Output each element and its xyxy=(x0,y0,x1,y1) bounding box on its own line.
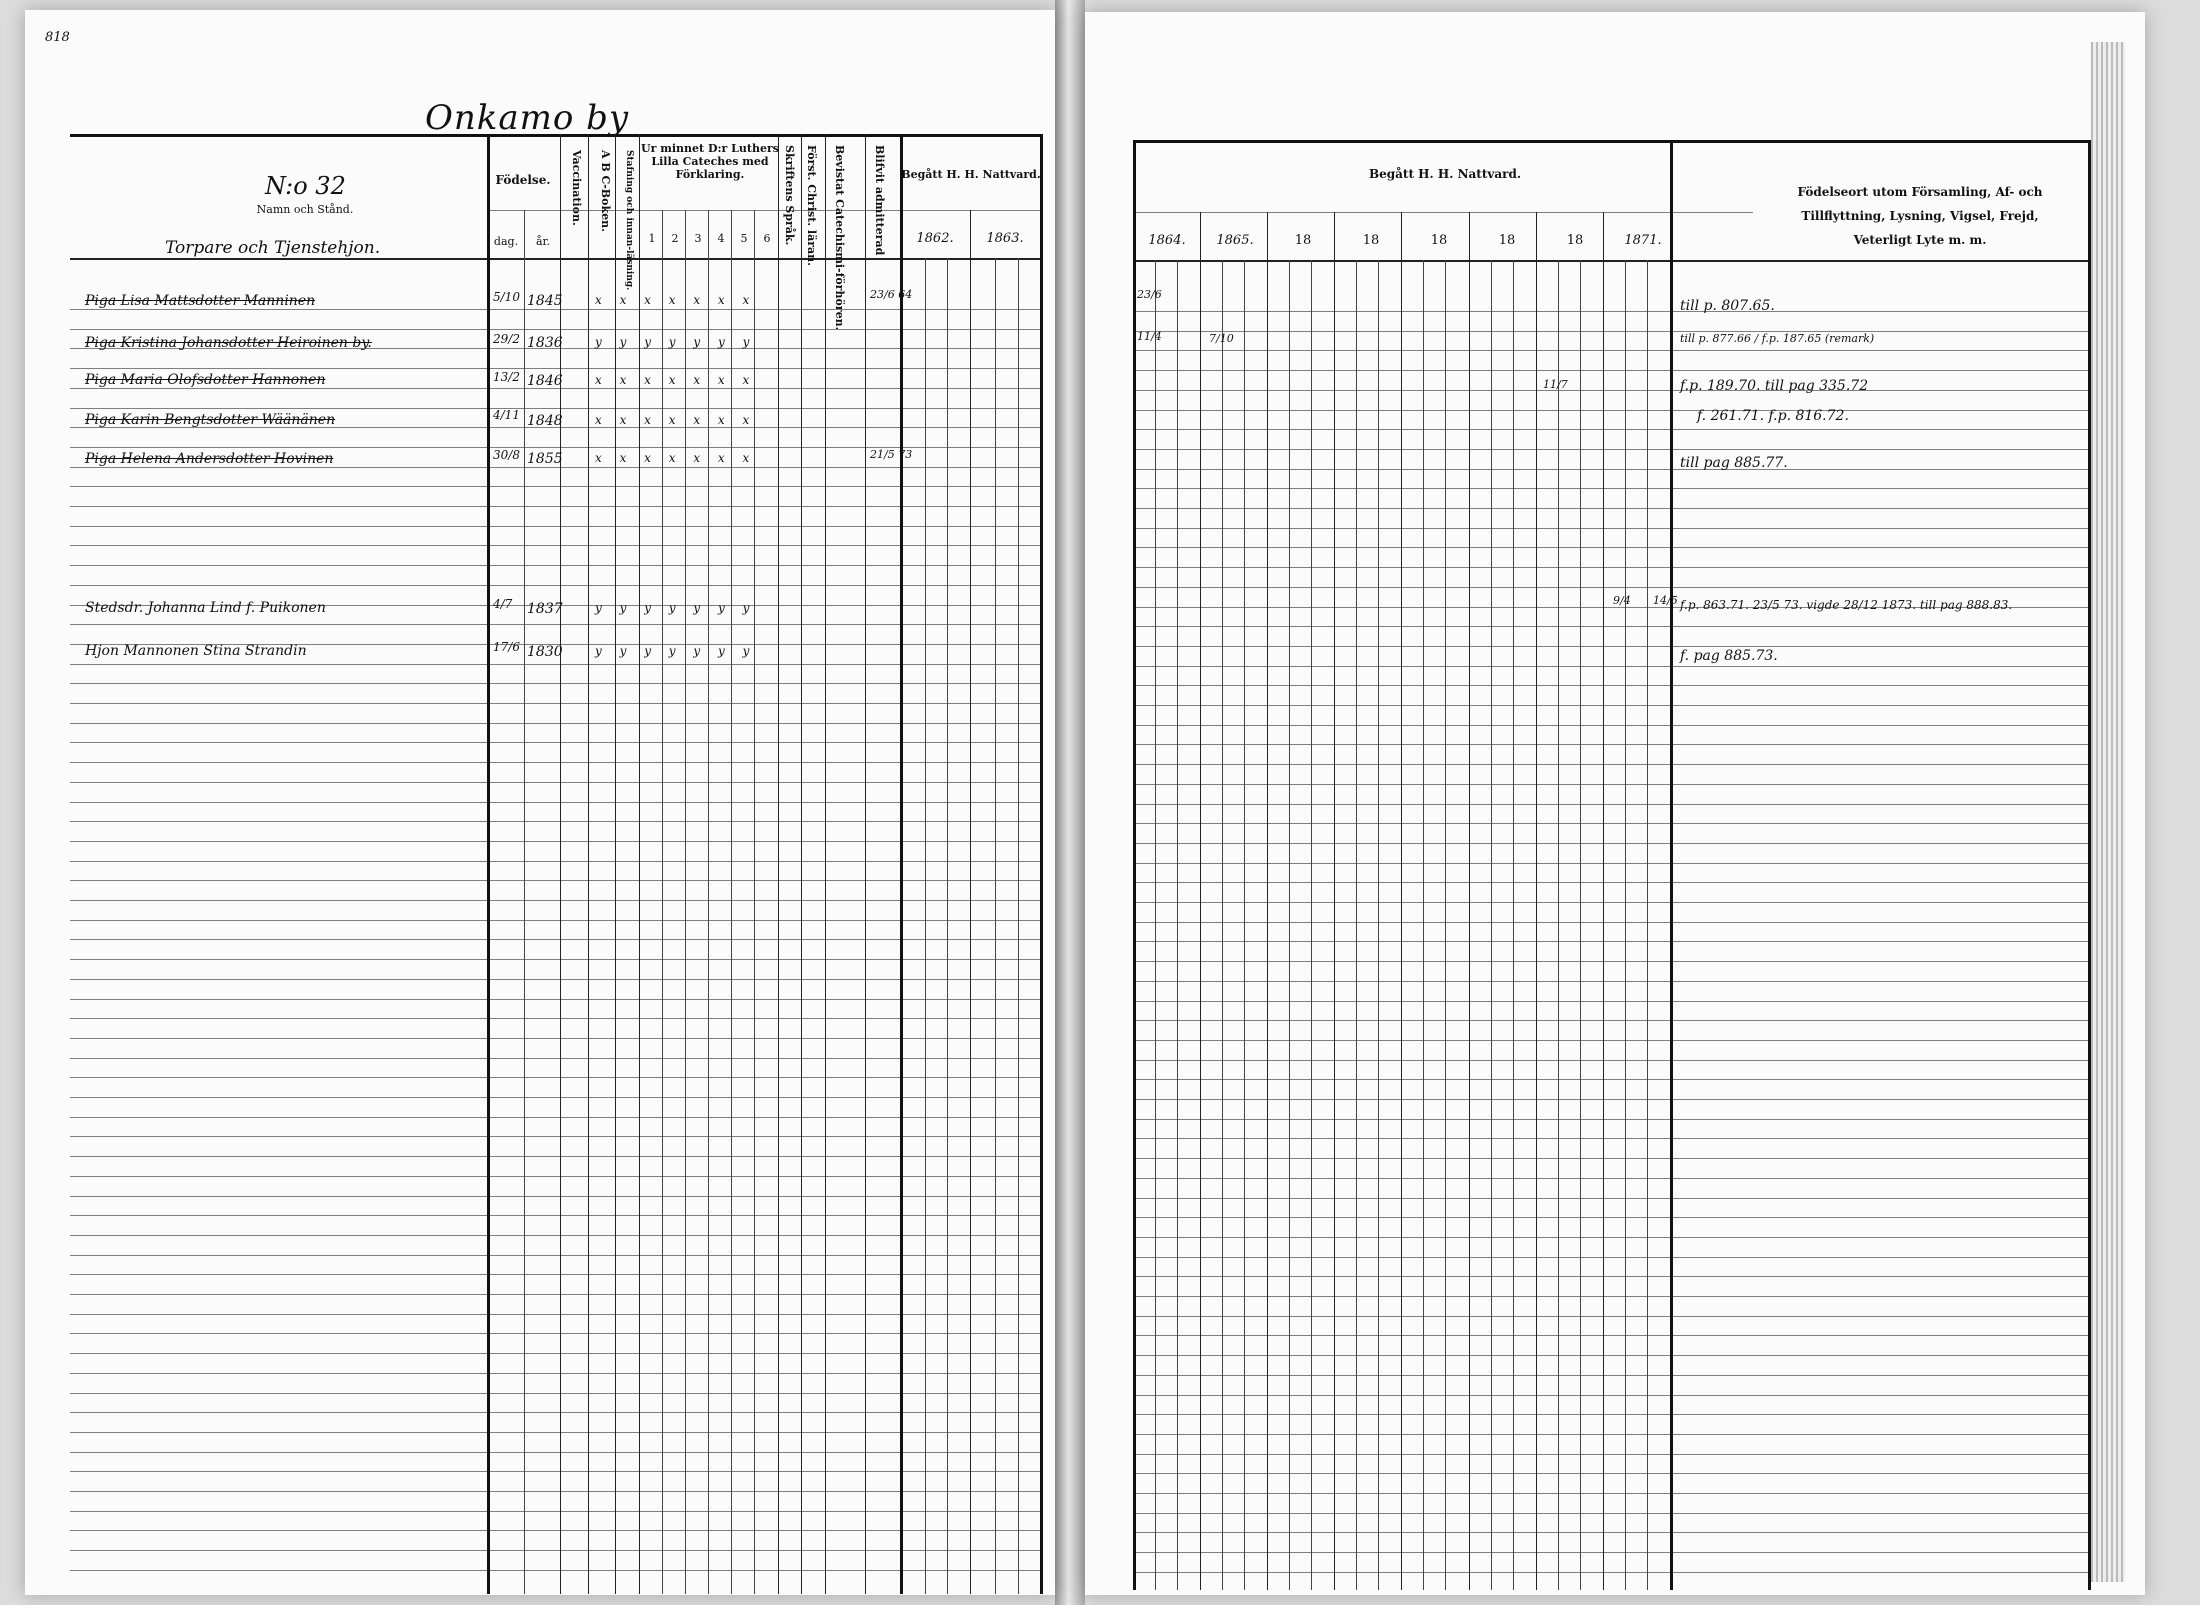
ruled-line xyxy=(1133,410,2088,411)
table-top-rule xyxy=(1133,140,2088,143)
year-col-4: 18 xyxy=(1362,233,1380,248)
row-dag-2: 29/2 xyxy=(493,332,520,346)
ruled-line xyxy=(70,1471,1040,1472)
ruled-line xyxy=(70,1196,1040,1197)
ruled-line xyxy=(1133,1296,2088,1297)
ruled-line xyxy=(1133,311,2088,312)
ruled-line xyxy=(1133,1434,2088,1435)
vrule xyxy=(1334,212,1335,1590)
vrule xyxy=(1378,260,1379,1590)
vrule xyxy=(1133,140,1136,1590)
ruled-line xyxy=(70,900,1040,901)
ruled-line xyxy=(70,1215,1040,1216)
ruled-line xyxy=(1133,666,2088,667)
row-name-6: Stedsdr. Johanna Lind f. Puikonen xyxy=(85,600,326,616)
ruled-line xyxy=(70,1491,1040,1492)
ruled-line xyxy=(1133,1198,2088,1199)
remark-3: f.p. 189.70. till pag 335.72 xyxy=(1680,378,1869,394)
ruled-line xyxy=(1133,508,2088,509)
col-6: 6 xyxy=(763,232,771,245)
right-page xyxy=(1085,12,2145,1595)
ruled-line xyxy=(70,1550,1040,1551)
vrule xyxy=(778,134,779,1594)
header-bottom-rule xyxy=(70,258,1040,260)
ruled-line xyxy=(70,742,1040,743)
ruled-line xyxy=(70,1176,1040,1177)
ruled-line xyxy=(1133,843,2088,844)
begatt-header-left: Begått H. H. Nattvard. xyxy=(901,168,1041,181)
vrule xyxy=(1625,260,1626,1590)
ruled-line xyxy=(70,1393,1040,1394)
ruled-line xyxy=(1133,882,2088,883)
vrule xyxy=(588,134,589,1594)
row-marks-1: x x x x x x x xyxy=(595,293,757,307)
vrule xyxy=(1670,140,1673,1590)
ruled-line xyxy=(70,1097,1040,1098)
vrule xyxy=(1423,260,1424,1590)
vrule xyxy=(1155,260,1156,1590)
year-col-2: 1865. xyxy=(1216,233,1254,248)
ruled-line xyxy=(70,1353,1040,1354)
ruled-line xyxy=(70,1432,1040,1433)
row-marks-2: y y y y y y y xyxy=(595,335,757,349)
vrule xyxy=(1603,212,1604,1590)
vrule xyxy=(995,258,996,1594)
row-marks-4: x x x x x x x xyxy=(595,413,757,427)
ruled-line xyxy=(1133,350,2088,351)
ruled-line xyxy=(70,1018,1040,1019)
ruled-line xyxy=(1133,1001,2088,1002)
ruled-line xyxy=(1133,449,2088,450)
vrule xyxy=(801,134,802,1594)
ruled-line xyxy=(1133,331,2088,332)
ruled-line xyxy=(1133,1513,2088,1514)
ruled-line xyxy=(70,664,1040,665)
vrule xyxy=(1267,212,1268,1590)
ruled-line xyxy=(70,762,1040,763)
vrule xyxy=(970,210,971,1594)
year-1863: 1863. xyxy=(986,231,1024,246)
ruled-line xyxy=(70,1235,1040,1236)
ruled-line xyxy=(1133,1454,2088,1455)
vrule xyxy=(1647,260,1648,1590)
vrule xyxy=(1445,260,1446,1590)
year-col-7: 18 xyxy=(1566,233,1584,248)
ruled-line xyxy=(1133,744,2088,745)
page-number: 818 xyxy=(45,30,70,45)
year-col-3: 18 xyxy=(1294,233,1312,248)
row-dag-7: 17/6 xyxy=(493,640,520,654)
dag-header: dag. xyxy=(493,235,519,248)
remarks-header: Födelseort utom Församling, Af- och Tillflyttning, Lysning, Vigsel, Frejd, Veterligt Lyte m. m. xyxy=(1797,185,2043,247)
year-col-8: 1871. xyxy=(1624,233,1662,248)
vrule xyxy=(1040,134,1043,1594)
ruled-line xyxy=(70,408,1040,409)
ur-minnet-header: Ur minnet D:r Luthers Lilla Cateches med Förklaring. xyxy=(641,142,779,181)
ruled-line xyxy=(1133,1552,2088,1553)
vrule xyxy=(1580,260,1581,1590)
ruled-line xyxy=(70,1570,1040,1571)
row-name-3: Piga Maria Olofsdotter Hannonen xyxy=(85,372,326,388)
ruled-line xyxy=(1133,1138,2088,1139)
vrule xyxy=(2088,140,2091,1590)
table-top-rule xyxy=(70,134,1040,137)
vrule xyxy=(560,134,561,1594)
ruled-line xyxy=(1133,1473,2088,1474)
ruled-line xyxy=(70,939,1040,940)
nattvard-mark: 9/4 xyxy=(1613,594,1631,607)
ruled-line xyxy=(70,821,1040,822)
vrule xyxy=(1244,260,1245,1590)
ruled-line xyxy=(1133,1414,2088,1415)
ruled-line xyxy=(70,1452,1040,1453)
ruled-line xyxy=(70,1136,1040,1137)
ruled-line xyxy=(1133,626,2088,627)
book-gutter xyxy=(1055,0,1085,1605)
ruled-line xyxy=(70,880,1040,881)
row-marks-7: y y y y y y y xyxy=(595,644,757,658)
ruled-line xyxy=(70,368,1040,369)
ruled-line xyxy=(1133,587,2088,588)
ruled-line xyxy=(70,723,1040,724)
ruled-line xyxy=(1133,764,2088,765)
row-marks-5: x x x x x x x xyxy=(595,451,757,465)
ruled-line xyxy=(1133,390,2088,391)
ruled-line xyxy=(1133,1237,2088,1238)
ruled-line xyxy=(1133,705,2088,706)
ruled-line xyxy=(1133,547,2088,548)
ruled-line xyxy=(1133,1276,2088,1277)
ruled-line xyxy=(1133,1572,2088,1573)
row-name-2: Piga Kristina Johansdotter Heiroinen by. xyxy=(85,335,372,351)
ruled-line xyxy=(70,1038,1040,1039)
row-name-7: Hjon Mannonen Stina Strandin xyxy=(85,643,307,659)
forst-christ-header: Först. Christ. läran. xyxy=(805,145,818,266)
ruled-line xyxy=(70,841,1040,842)
remark-1: till p. 807.65. xyxy=(1680,298,1775,314)
section-heading: Torpare och Tjenstehjon. xyxy=(165,238,381,258)
vrule xyxy=(947,258,948,1594)
ruled-line xyxy=(70,979,1040,980)
ruled-line xyxy=(70,565,1040,566)
ruled-line xyxy=(1133,469,2088,470)
vrule xyxy=(1018,258,1019,1594)
blifvit-header: Blifvit admitterad xyxy=(873,145,886,256)
ruled-line xyxy=(70,1530,1040,1531)
ruled-line xyxy=(70,329,1040,330)
row-dag-1: 5/10 xyxy=(493,290,520,304)
ruled-line xyxy=(70,802,1040,803)
ruled-line xyxy=(1133,1119,2088,1120)
col-1: 1 xyxy=(648,232,656,245)
ruled-line xyxy=(1133,1316,2088,1317)
vrule xyxy=(825,134,826,1594)
bevistat-header: Bevistat Catechismi-förhören. xyxy=(833,145,846,331)
page-stack-edge xyxy=(2091,42,2125,1582)
ruled-line xyxy=(1133,1020,2088,1021)
row-marks-3: x x x x x x x xyxy=(595,373,757,387)
remark-7: f. pag 885.73. xyxy=(1680,648,1778,664)
vrule xyxy=(1200,212,1201,1590)
col-2: 2 xyxy=(671,232,679,245)
nattvard-mark: 11/7 xyxy=(1543,378,1568,391)
namn-number: N:o 32 xyxy=(265,172,346,200)
ruled-line xyxy=(1133,1532,2088,1533)
ruled-line xyxy=(1133,1178,2088,1179)
ruled-line xyxy=(70,309,1040,310)
ruled-line xyxy=(1133,922,2088,923)
ruled-line xyxy=(70,1373,1040,1374)
row-dag-4: 4/11 xyxy=(493,408,520,422)
ruled-line xyxy=(1133,1375,2088,1376)
ruled-line xyxy=(1133,429,2088,430)
vrule xyxy=(1536,212,1537,1590)
row-name-5: Piga Helena Andersdotter Hovinen xyxy=(85,451,334,467)
year-col-5: 18 xyxy=(1430,233,1448,248)
ruled-line xyxy=(1133,1158,2088,1159)
stafning-header: Stafning och innan-läsning. xyxy=(624,150,634,291)
nattvard-mark: 7/10 xyxy=(1209,332,1234,345)
row-dag-6: 4/7 xyxy=(493,597,513,611)
row-ar-2: 1836 xyxy=(527,335,563,351)
vrule xyxy=(865,134,866,1594)
ruled-line xyxy=(70,683,1040,684)
remark-5: till pag 885.77. xyxy=(1680,455,1788,471)
ruled-line xyxy=(70,861,1040,862)
ruled-line xyxy=(70,959,1040,960)
ruled-line xyxy=(1133,1257,2088,1258)
header-bottom-rule xyxy=(1133,260,2088,262)
ruled-line xyxy=(70,486,1040,487)
ar-header: år. xyxy=(535,235,551,248)
vrule xyxy=(925,258,926,1594)
ruled-line xyxy=(70,999,1040,1000)
ruled-line xyxy=(1133,370,2088,371)
col-4: 4 xyxy=(717,232,725,245)
ruled-line xyxy=(1133,646,2088,647)
vrule xyxy=(615,134,616,1594)
row-ar-5: 1855 xyxy=(527,451,563,467)
ruled-line xyxy=(1133,941,2088,942)
row-ar-4: 1848 xyxy=(527,413,563,429)
row-admitted-5: 21/5 73 xyxy=(870,448,913,461)
skriftens-sprak-header: Skriftens Språk. xyxy=(783,145,796,246)
ruled-line xyxy=(1133,1335,2088,1336)
ruled-line xyxy=(70,1117,1040,1118)
ruled-line xyxy=(1133,1355,2088,1356)
ruled-line xyxy=(70,585,1040,586)
vrule xyxy=(1513,260,1514,1590)
ruled-line xyxy=(70,1274,1040,1275)
ruled-line xyxy=(70,506,1040,507)
ruled-line xyxy=(70,1314,1040,1315)
ruled-line xyxy=(1133,567,2088,568)
remark-2: till p. 877.66 / f.p. 187.65 (remark) xyxy=(1680,332,1875,345)
fodelse-header: Födelse. xyxy=(495,173,551,187)
vrule xyxy=(1491,260,1492,1590)
ruled-line xyxy=(1133,1493,2088,1494)
row-ar-1: 1845 xyxy=(527,293,563,309)
ruled-line xyxy=(70,1156,1040,1157)
ruled-line xyxy=(70,703,1040,704)
ruled-line xyxy=(1133,1395,2088,1396)
row-name-1: Piga Lisa Mattsdotter Manninen xyxy=(85,293,316,309)
ruled-line xyxy=(1133,685,2088,686)
begatt-header-right: Begått H. H. Nattvard. xyxy=(1368,167,1522,181)
village-title: Onkamo by xyxy=(425,98,630,138)
row-marks-6: y y y y y y y xyxy=(595,601,757,615)
vrule xyxy=(639,134,640,1594)
row-ar-7: 1830 xyxy=(527,644,563,660)
ruled-line xyxy=(70,920,1040,921)
ruled-line xyxy=(70,1077,1040,1078)
vrule xyxy=(1177,260,1178,1590)
vrule xyxy=(1469,212,1470,1590)
ruled-line xyxy=(1133,1040,2088,1041)
row-dag-3: 13/2 xyxy=(493,370,520,384)
ruled-line xyxy=(70,782,1040,783)
year-col-1: 1864. xyxy=(1148,233,1186,248)
year-col-6: 18 xyxy=(1498,233,1516,248)
ruled-line xyxy=(1133,902,2088,903)
ruled-line xyxy=(70,1294,1040,1295)
col-5: 5 xyxy=(740,232,748,245)
ruled-line xyxy=(70,526,1040,527)
vrule xyxy=(1311,260,1312,1590)
ruled-line xyxy=(1133,1060,2088,1061)
nattvard-mark: 23/6 xyxy=(1137,288,1162,301)
ruled-line xyxy=(1133,981,2088,982)
vrule xyxy=(1289,260,1290,1590)
ruled-line xyxy=(1133,804,2088,805)
abc-header: A B C-Boken. xyxy=(599,150,612,232)
ruled-line xyxy=(1133,1099,2088,1100)
remark-4: f. 261.71. f.p. 816.72. xyxy=(1697,408,1849,424)
row-ar-6: 1837 xyxy=(527,601,563,617)
col-3: 3 xyxy=(694,232,702,245)
ruled-line xyxy=(1133,528,2088,529)
row-name-4: Piga Karin Bengtsdotter Wäänänen xyxy=(85,412,336,428)
vaccination-header: Vaccination. xyxy=(570,150,583,226)
ruled-line xyxy=(1133,488,2088,489)
ruled-line xyxy=(1133,1217,2088,1218)
year-1862: 1862. xyxy=(916,231,954,246)
subheader-rule xyxy=(1133,212,1753,213)
vrule xyxy=(1222,260,1223,1590)
vrule xyxy=(524,210,525,1594)
ruled-line xyxy=(70,624,1040,625)
row-dag-5: 30/8 xyxy=(493,448,520,462)
ruled-line xyxy=(70,1058,1040,1059)
vrule xyxy=(900,134,903,1594)
ruled-line xyxy=(70,1255,1040,1256)
nattvard-mark: 14/5 xyxy=(1653,594,1678,607)
row-ar-3: 1846 xyxy=(527,373,563,389)
ruled-line xyxy=(70,1412,1040,1413)
ruled-line xyxy=(1133,961,2088,962)
ruled-line xyxy=(1133,725,2088,726)
row-admitted-1: 23/6 64 xyxy=(870,288,913,301)
namn-header: Namn och Stånd. xyxy=(256,203,354,216)
ruled-line xyxy=(70,1333,1040,1334)
vrule xyxy=(1558,260,1559,1590)
vrule xyxy=(1401,212,1402,1590)
ruled-line xyxy=(70,1511,1040,1512)
ruled-line xyxy=(1133,784,2088,785)
ruled-line xyxy=(1133,863,2088,864)
ruled-line xyxy=(1133,1079,2088,1080)
nattvard-mark: 11/4 xyxy=(1137,330,1162,343)
left-page xyxy=(25,10,1055,1595)
vrule xyxy=(1356,260,1357,1590)
ruled-line xyxy=(1133,823,2088,824)
vrule xyxy=(487,134,490,1594)
ruled-line xyxy=(70,545,1040,546)
remark-6: f.p. 863.71. 23/5 73. vigde 28/12 1873. till pag 888.83. xyxy=(1680,598,2013,612)
